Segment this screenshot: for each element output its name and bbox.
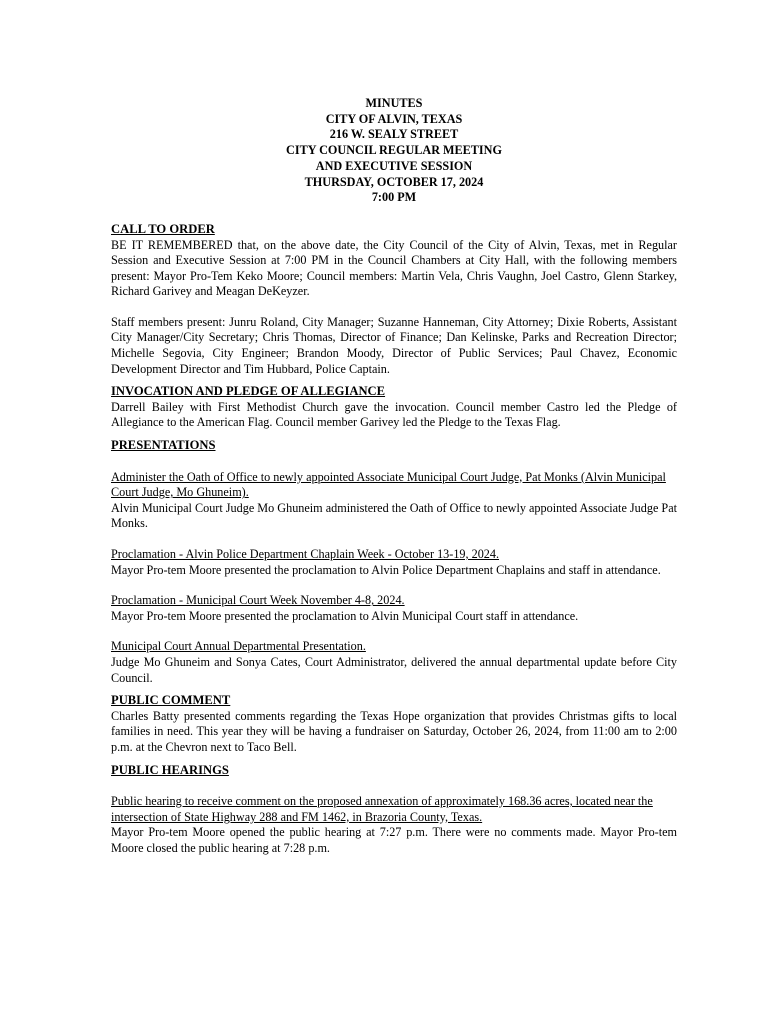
public-comment-text: Charles Batty presented comments regarding the Texas Hope organization that provides Christmas gifts to local families in need. This year they will be having a fundraiser on Saturday, October 26, 2024, from 11:00 am to 2:00 p.m. at the Chevron next to Taco Bell. xyxy=(111,708,677,754)
invocation-heading: INVOCATION AND PLEDGE OF ALLEGIANCE xyxy=(111,384,386,399)
public-hearings-heading: PUBLIC HEARINGS xyxy=(111,762,229,777)
presentation-title-3: Proclamation - Municipal Court Week November 4-8, 2024. xyxy=(111,593,405,608)
header-city: CITY OF ALVIN, TEXAS xyxy=(325,111,463,126)
section-presentations xyxy=(111,438,677,686)
header-time: 7:00 PM xyxy=(371,190,417,205)
call-to-order-staff: Staff members present: Junru Roland, City Manager; Suzanne Hanneman, City Attorney; Dixie Roberts, Assistant City Manager/City Secretary; Chris Thomas, Director of Finance; Dan Kelinske, Parks and Recreation Director; Michelle Segovia, City Engineer; Brandon Moody, Director of Public Services; Paul Chavez, Economic Development Director and Tim Hubbard, Police Captain. xyxy=(111,314,677,376)
header-session: AND EXECUTIVE SESSION xyxy=(315,158,473,173)
call-to-order-members: BE IT REMEMBERED that, on the above date, the City Council of the City of Alvin, Texas, met in Regular Session and Executive Session at 7:00 PM in the Council Chambers at City Hall, with the following members present: Mayor Pro-Tem Keko Moore; Council members: Martin Vela, Chris Vaughn, Joel Castro, Glenn Starkey, Richard Garivey and Meagan DeKeyzer. xyxy=(111,237,677,299)
section-public-comment xyxy=(111,693,677,755)
presentation-title-4: Municipal Court Annual Departmental Presentation. xyxy=(111,639,366,654)
presentations-heading: PRESENTATIONS xyxy=(111,438,216,453)
document-page xyxy=(111,96,677,857)
presentation-title-1: Administer the Oath of Office to newly appointed Associate Municipal Court Judge, Pat Monks (Alvin Municipal Court Judge, Mo Ghuneim). xyxy=(111,469,666,500)
header-meeting-type: CITY COUNCIL REGULAR MEETING xyxy=(286,143,502,158)
presentation-body-1: Alvin Municipal Court Judge Mo Ghuneim administered the Oath of Office to newly appointed Associate Judge Pat Monks. xyxy=(111,500,677,531)
invocation-text: Darrell Bailey with First Methodist Church gave the invocation. Council member Castro led the Pledge of Allegiance to the American Flag. Council member Garivey led the Pledge to the Texas Flag. xyxy=(111,399,677,430)
section-public-hearings xyxy=(111,763,677,857)
section-call-to-order xyxy=(111,222,677,377)
public-hearing-body: Mayor Pro-tem Moore opened the public hearing at 7:27 p.m. There were no comments made. Mayor Pro-tem Moore closed the public hearing at 7:28 p.m. xyxy=(111,825,677,855)
header-date: THURSDAY, OCTOBER 17, 2024 xyxy=(304,174,484,189)
presentation-title-2: Proclamation - Alvin Police Department Chaplain Week - October 13-19, 2024. xyxy=(111,547,500,562)
public-comment-heading: PUBLIC COMMENT xyxy=(111,693,231,708)
call-to-order-heading: CALL TO ORDER xyxy=(111,221,215,236)
public-hearing-title: Public hearing to receive comment on the proposed annexation of approximately 168.36 acres, located near the intersection of State Highway 288 and FM 1462, in Brazoria County, Texas. xyxy=(111,794,653,824)
presentation-body-2: Mayor Pro-tem Moore presented the proclamation to Alvin Police Department Chaplains and staff in attendance. xyxy=(111,562,661,577)
presentation-body-3: Mayor Pro-tem Moore presented the proclamation to Alvin Municipal Court staff in attendance. xyxy=(111,608,579,623)
presentation-body-4: Judge Mo Ghuneim and Sonya Cates, Court Administrator, delivered the annual departmental update before City Council. xyxy=(111,654,677,685)
section-invocation xyxy=(111,384,677,431)
header-title: MINUTES xyxy=(365,96,423,110)
header-address: 216 W. SEALY STREET xyxy=(329,127,459,142)
document-header xyxy=(111,96,677,206)
